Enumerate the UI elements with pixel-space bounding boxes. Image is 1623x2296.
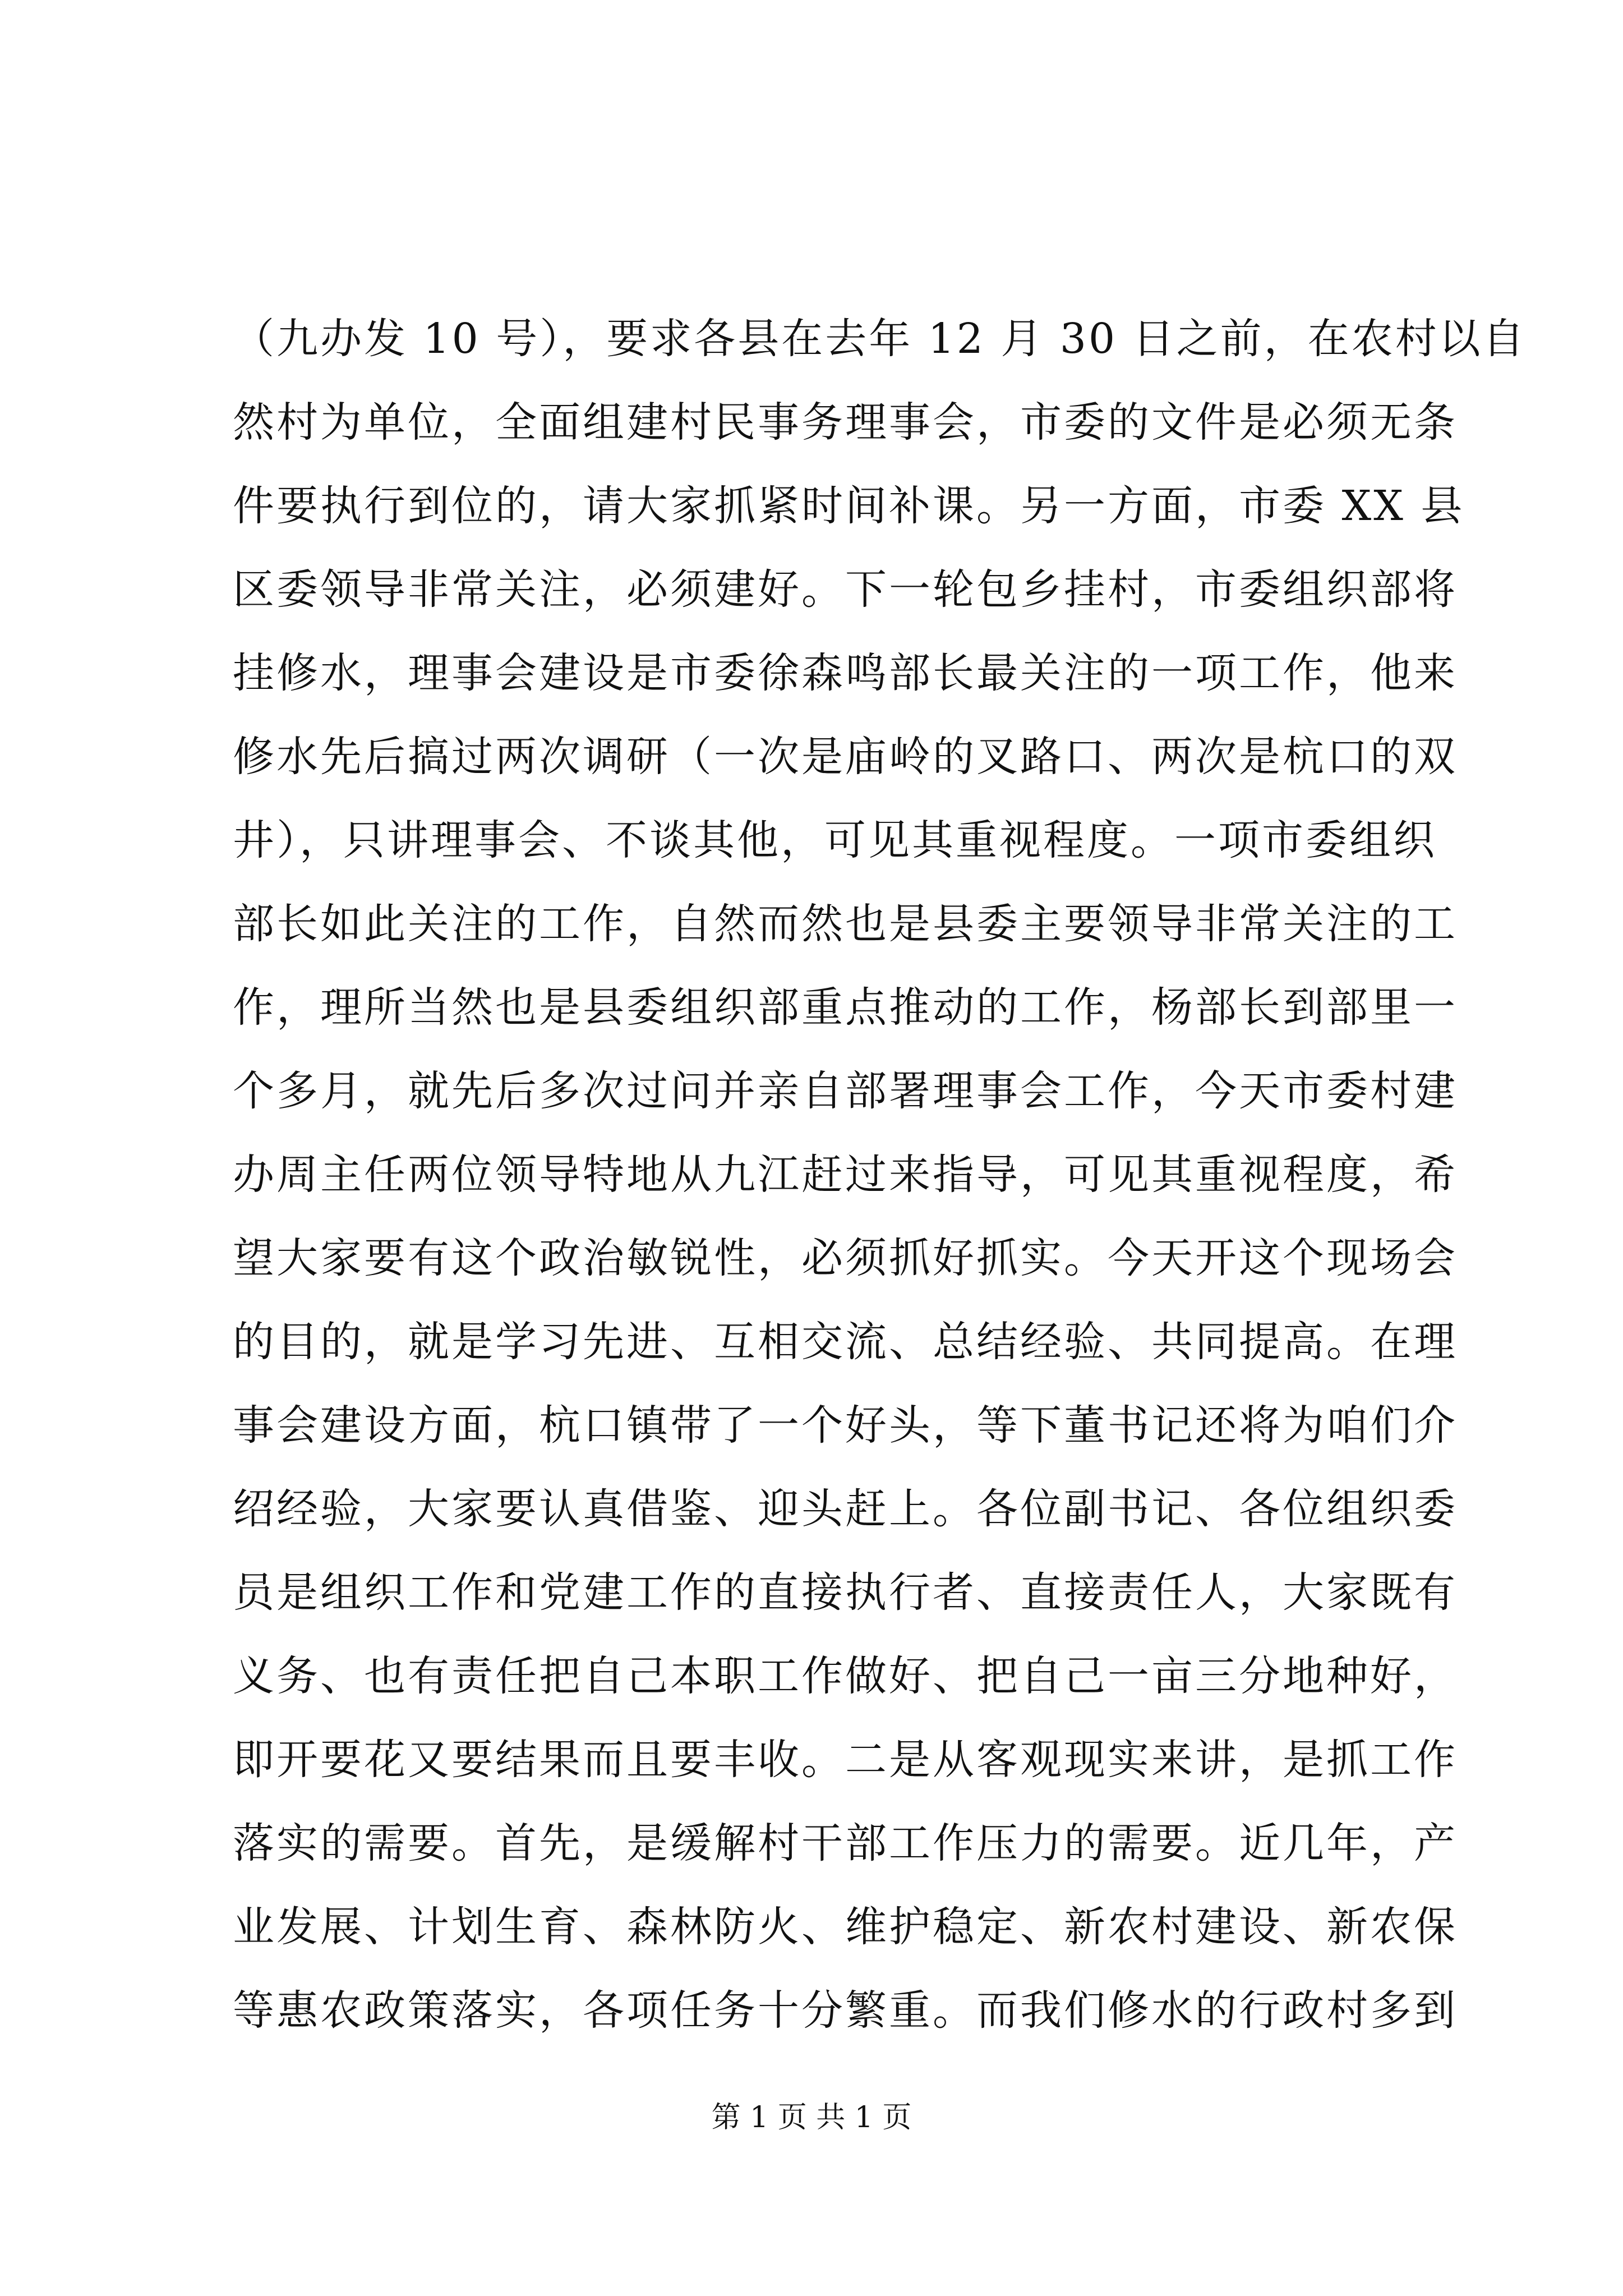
text-line: 绍经验，大家要认真借鉴、迎头赶上。各位副书记、各位组织委 <box>233 1485 1458 1533</box>
text-line: 望大家要有这个政治敏锐性，必须抓好抓实。今天开这个现场会 <box>233 1234 1458 1282</box>
text-line: （九办发 10 号），要求各县在去年 12 月 30 日之前，在农村以自 <box>233 315 1527 363</box>
text-line: 的目的，就是学习先进、互相交流、总结经验、共同提高。在理 <box>233 1318 1458 1366</box>
body-text <box>233 297 1527 2053</box>
text-line: 业发展、计划生育、森林防火、维护稳定、新农村建设、新农保 <box>233 1903 1458 1951</box>
text-line: 井），只讲理事会、不谈其他，可见其重视程度。一项市委组织 <box>233 816 1437 864</box>
text-line: 办周主任两位领导特地从九江赶过来指导，可见其重视程度，希 <box>233 1151 1458 1199</box>
text-line: 挂修水，理事会建设是市委徐森鸣部长最关注的一项工作，他来 <box>233 649 1458 697</box>
text-line: 件要执行到位的，请大家抓紧时间补课。另一方面，市委 XX 县 <box>233 482 1465 530</box>
page-number-label: 第 1 页 共 1 页 <box>711 2101 912 2134</box>
text-line: 作，理所当然也是县委组织部重点推动的工作，杨部长到部里一 <box>233 983 1458 1032</box>
text-line: 员是组织工作和党建工作的直接执行者、直接责任人，大家既有 <box>233 1568 1458 1617</box>
text-line: 事会建设方面，杭口镇带了一个好头，等下董书记还将为咱们介 <box>233 1401 1458 1450</box>
text-line: 区委领导非常关注，必须建好。下一轮包乡挂村，市委组织部将 <box>233 565 1458 614</box>
text-line: 然村为单位，全面组建村民事务理事会，市委的文件是必须无条 <box>233 398 1458 447</box>
text-line: 修水先后搞过两次调研（一次是庙岭的叉路口、两次是杭口的双 <box>233 733 1458 781</box>
text-line: 落实的需要。首先，是缓解村干部工作压力的需要。近几年，产 <box>233 1819 1458 1867</box>
text-line: 义务、也有责任把自己本职工作做好、把自己一亩三分地种好， <box>233 1652 1458 1700</box>
text-line: 等惠农政策落实，各项任务十分繁重。而我们修水的行政村多到 <box>233 1986 1458 2035</box>
text-line: 部长如此关注的工作，自然而然也是县委主要领导非常关注的工 <box>233 900 1458 948</box>
page-footer <box>0 2098 1623 2137</box>
text-line: 即开要花又要结果而且要丰收。二是从客观现实来讲，是抓工作 <box>233 1736 1458 1784</box>
text-line: 个多月，就先后多次过问并亲自部署理事会工作，今天市委村建 <box>233 1067 1458 1115</box>
